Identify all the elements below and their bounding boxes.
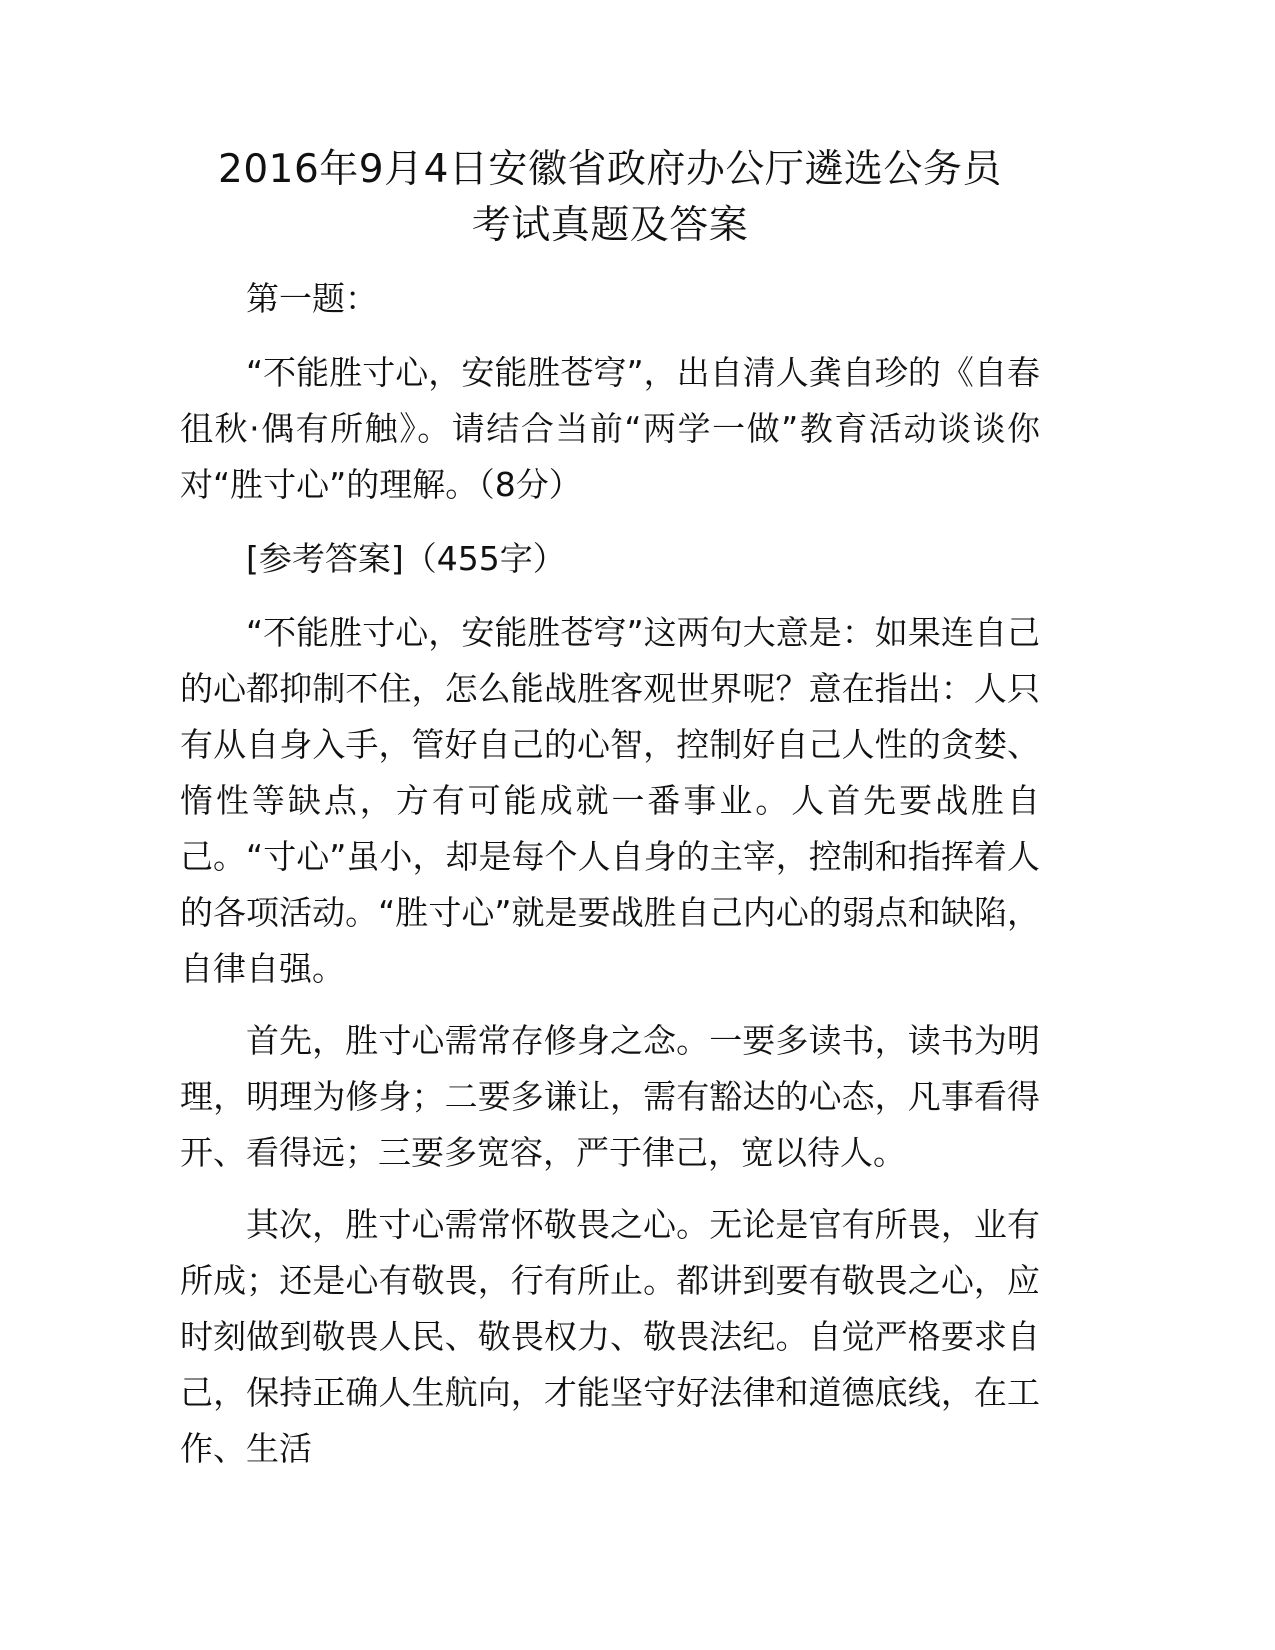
answer-heading: [参考答案]（455字） — [246, 539, 566, 578]
question-heading: 第一题： — [246, 279, 378, 318]
document-page — [180, 142, 1040, 1477]
question-text: “不能胜寸心，安能胜苍穹”，出自清人龚自珍的《自春徂秋·偶有所触》。请结合当前“两学一做”教育活动谈谈你对“胜寸心”的理解。（8分） — [180, 353, 1040, 504]
answer-paragraph-1: “不能胜寸心，安能胜苍穹”这两句大意是：如果连自己的心都抑制不住，怎么能战胜客观世界呢？意在指出：人只有从自身入手，管好自己的心智，控制好自己人性的贪婪、惰性等缺点，方有可能成就一番事业。人首先要战胜自己。“寸心”虽小，却是每个人自身的主宰，控制和指挥着人的各项活动。“胜寸心”就是要战胜自己内心的弱点和缺陷，自律自强。 — [180, 613, 1040, 988]
answer-paragraph-2: 首先，胜寸心需常存修身之念。一要多读书，读书为明理，明理为修身；二要多谦让，需有豁达的心态，凡事看得开、看得远；三要多宽容，严于律己，宽以待人。 — [180, 1021, 1040, 1172]
document-title — [180, 142, 1040, 254]
title-line-1: 2016年9月4日安徽省政府办公厅遴选公务员 — [218, 147, 1002, 192]
title-line-2: 考试真题及答案 — [471, 203, 749, 248]
answer-paragraph-3: 其次，胜寸心需常怀敬畏之心。无论是官有所畏，业有所成；还是心有敬畏，行有所止。都讲到要有敬畏之心，应时刻做到敬畏人民、敬畏权力、敬畏法纪。自觉严格要求自己，保持正确人生航向，才能坚守好法律和道德底线，在工作、生活 — [180, 1205, 1040, 1468]
